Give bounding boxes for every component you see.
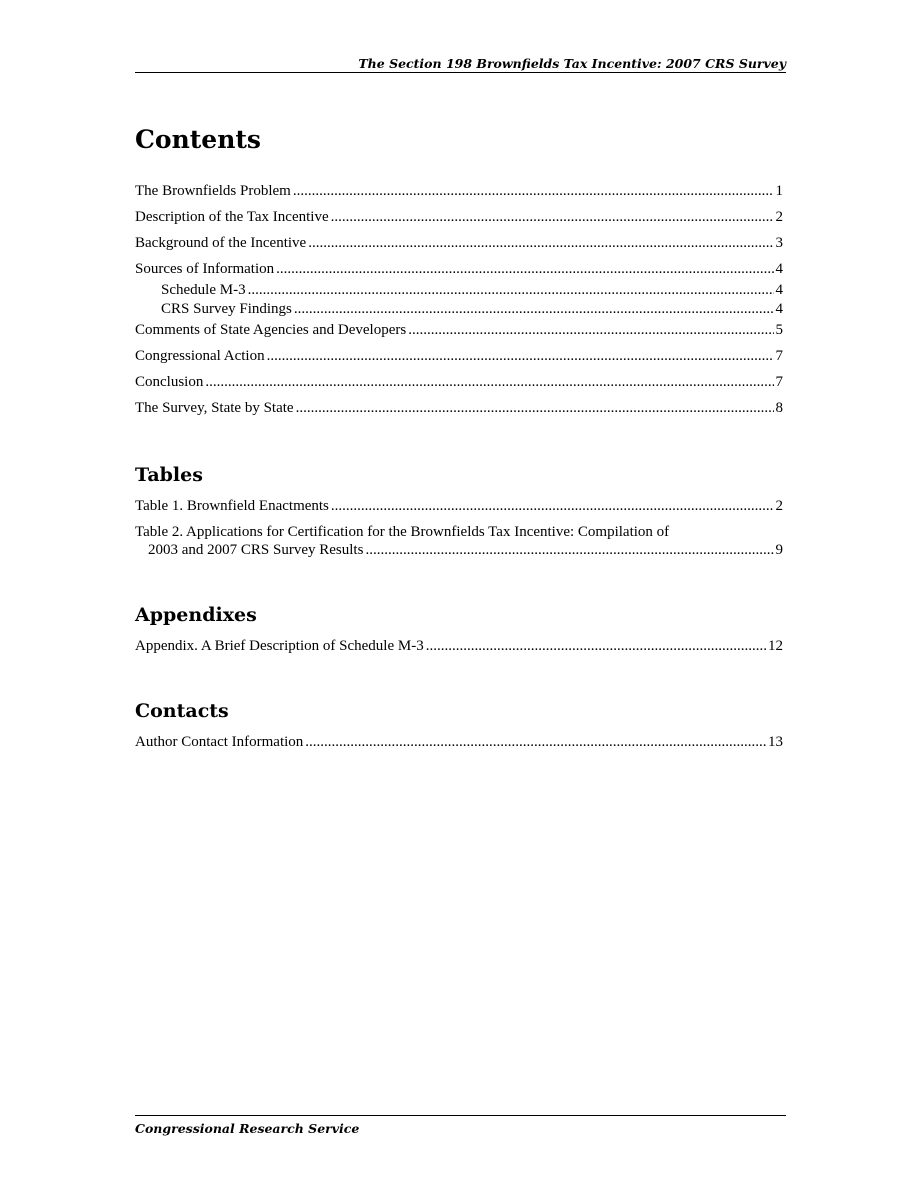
toc-entry-label: Appendix. A Brief Description of Schedule M-3 — [135, 638, 424, 654]
table-of-contents — [135, 124, 783, 797]
toc-entry-page: 9 — [775, 542, 783, 558]
contacts-section — [135, 699, 783, 751]
leader-dots — [294, 300, 774, 318]
toc-subentry[interactable] — [135, 300, 783, 318]
appendixes-list — [135, 637, 783, 655]
toc-entry-label: Table 2. Applications for Certification for the Brownfields Tax Incentive: Compilation of — [135, 524, 670, 540]
toc-entry-label: The Survey, State by State — [135, 400, 294, 416]
leader-dots — [293, 182, 774, 200]
running-footer: Congressional Research Service — [135, 1121, 360, 1136]
toc-entry[interactable] — [135, 399, 783, 417]
contacts-list — [135, 733, 783, 751]
leader-dots — [331, 208, 774, 226]
toc-entry[interactable] — [135, 497, 783, 515]
toc-entry-label: Author Contact Information — [135, 734, 304, 750]
toc-entry-page: 5 — [775, 322, 783, 338]
toc-entry-label: Sources of Information — [135, 261, 275, 277]
toc-entry-page: 4 — [775, 282, 783, 298]
toc-entry-label: Conclusion — [135, 374, 204, 390]
toc-entry-page: 1 — [775, 183, 783, 199]
leader-dots — [308, 234, 773, 252]
toc-entry-page: 13 — [768, 734, 783, 750]
toc-entry-label: Background of the Incentive — [135, 235, 307, 251]
toc-entry-continuation — [135, 541, 783, 559]
toc-entry[interactable] — [135, 208, 783, 226]
toc-entry[interactable] — [135, 260, 783, 278]
toc-entry-label: Description of the Tax Incentive — [135, 209, 329, 225]
tables-list — [135, 497, 783, 559]
contents-section — [135, 124, 783, 417]
toc-entry-page: 2 — [775, 498, 783, 514]
toc-entry[interactable] — [135, 373, 783, 391]
toc-entry[interactable] — [135, 321, 783, 339]
leader-dots — [305, 733, 766, 751]
toc-entry-label-continued: 2003 and 2007 CRS Survey Results — [148, 542, 364, 558]
toc-entry[interactable] — [135, 182, 783, 200]
leader-dots — [331, 497, 774, 515]
leader-dots — [365, 541, 773, 559]
toc-entry-page: 4 — [775, 301, 783, 317]
tables-heading: Tables — [135, 464, 203, 486]
toc-entry-label: Table 1. Brownfield Enactments — [135, 498, 329, 514]
leader-dots — [267, 347, 774, 365]
toc-entry-label: Schedule M-3 — [161, 282, 246, 298]
leader-dots — [426, 637, 766, 655]
leader-dots — [276, 260, 773, 278]
toc-entry[interactable] — [135, 234, 783, 252]
leader-dots — [248, 281, 774, 299]
contents-list — [135, 182, 783, 417]
toc-entry-page: 7 — [775, 374, 783, 390]
toc-entry-page: 12 — [768, 638, 783, 654]
running-header: The Section 198 Brownfields Tax Incentive: 2007 CRS Survey — [358, 56, 786, 71]
toc-entry-page: 2 — [775, 209, 783, 225]
toc-entry[interactable] — [135, 523, 783, 559]
footer-rule — [135, 1115, 786, 1116]
toc-entry[interactable] — [135, 637, 783, 655]
toc-subentry[interactable] — [135, 281, 783, 299]
appendixes-section — [135, 603, 783, 655]
toc-entry-page: 8 — [775, 400, 783, 416]
toc-entry-page: 7 — [775, 348, 783, 364]
toc-entry-label: Congressional Action — [135, 348, 265, 364]
toc-entry-label: The Brownfields Problem — [135, 183, 291, 199]
toc-entry[interactable] — [135, 347, 783, 365]
tables-section — [135, 463, 783, 559]
toc-entry-label: Comments of State Agencies and Developers — [135, 322, 407, 338]
contacts-heading: Contacts — [135, 700, 229, 722]
toc-entry-page: 3 — [775, 235, 783, 251]
leader-dots — [296, 399, 774, 417]
toc-entry-page: 4 — [775, 261, 783, 277]
header-rule — [135, 72, 786, 73]
contents-heading: Contents — [135, 125, 262, 154]
leader-dots — [408, 321, 773, 339]
appendixes-heading: Appendixes — [135, 604, 257, 626]
toc-entry[interactable] — [135, 733, 783, 751]
leader-dots — [205, 373, 773, 391]
toc-entry-label: CRS Survey Findings — [161, 301, 292, 317]
